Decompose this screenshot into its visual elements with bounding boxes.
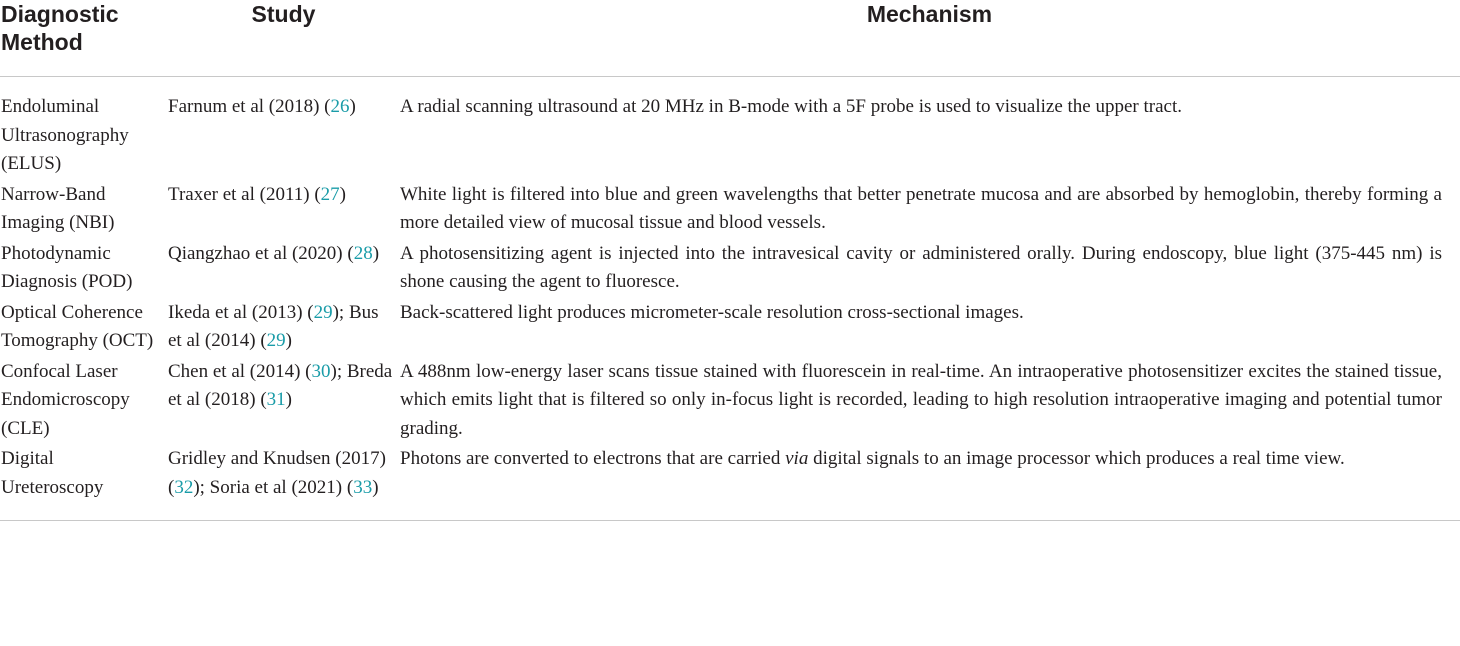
- header-study: Study: [168, 0, 399, 77]
- mechanism-text: A 488nm low-energy laser scans tissue stained with fluorescein in real-time. An intraoperative photosensitizer excites the stained tissue, which emits light that is filtered so only in-focus light is recorded, leading to high resolution intraoperative imaging and potential tumor grading.: [400, 360, 1442, 439]
- table-header: [0, 0, 1460, 77]
- cell-study: [168, 358, 399, 446]
- table-row: [0, 299, 1460, 358]
- reference-link[interactable]: 29: [313, 301, 333, 323]
- header-row: [0, 0, 1460, 77]
- cell-study: [168, 299, 399, 358]
- mechanism-text: Back-scattered light produces micrometer-scale resolution cross-sectional images.: [400, 301, 1024, 323]
- cell-diagnostic-method: Digital Ureteroscopy: [0, 445, 168, 521]
- mechanism-text: A radial scanning ultrasound at 20 MHz in B-mode with a 5F probe is used to visualize the upper tract.: [400, 96, 1182, 117]
- mechanism-text: Photons are converted to electrons that are carried: [400, 448, 786, 469]
- study-text: ): [372, 242, 380, 264]
- study-text: ): [285, 389, 292, 410]
- cell-diagnostic-method: Photodynamic Diagnosis (POD): [1, 242, 133, 292]
- study-text: Farnum et al (2018) (: [168, 96, 331, 117]
- study-text: Qiangzhao et al (2020) (: [168, 242, 354, 264]
- cell-mechanism: [399, 240, 1460, 299]
- study-text: ): [339, 183, 346, 205]
- study-text: ); Breda et al (2018) (: [168, 360, 393, 410]
- reference-link[interactable]: 29: [266, 330, 286, 351]
- cell-diagnostic-method: Endoluminal Ultrasonography (ELUS): [1, 96, 129, 174]
- cell-study: [168, 445, 399, 521]
- study-text: Ikeda et al (2013) (: [168, 301, 314, 323]
- reference-link[interactable]: 27: [320, 183, 340, 205]
- table-row: [0, 240, 1460, 299]
- study-text: Gridley and Knudsen (2017) (: [168, 448, 386, 498]
- reference-link[interactable]: 32: [174, 476, 194, 498]
- table-row: [0, 445, 1460, 521]
- reference-link[interactable]: 33: [353, 476, 373, 498]
- cell-diagnostic-method: Narrow-Band Imaging (NBI): [1, 183, 115, 233]
- study-text: Traxer et al (2011) (: [168, 183, 321, 205]
- cell-study: [168, 77, 399, 181]
- mechanism-text: digital signals to an image processor which produces a real time view.: [808, 448, 1345, 469]
- mechanism-text: White light is filtered into blue and green wavelengths that better penetrate mucosa and are absorbed by hemoglobin, thereby forming a more detailed view of mucosal tissue and blood vessels.: [400, 183, 1442, 233]
- reference-link[interactable]: 28: [353, 242, 373, 264]
- cell-study: [168, 181, 399, 240]
- table-row: [0, 181, 1460, 240]
- study-text: ); Soria et al (2021) (: [193, 476, 354, 498]
- table-row: [0, 77, 1460, 181]
- reference-link[interactable]: 31: [266, 389, 286, 410]
- cell-diagnostic-method: Confocal Laser Endomicroscopy (CLE): [1, 360, 130, 439]
- header-mechanism: Mechanism: [399, 0, 1460, 77]
- reference-link[interactable]: 30: [311, 360, 331, 382]
- cell-mechanism: [399, 181, 1460, 240]
- study-text: ): [372, 476, 379, 498]
- reference-link[interactable]: 26: [330, 96, 350, 117]
- cell-study: [168, 240, 399, 299]
- table-body: [0, 77, 1460, 521]
- cell-mechanism: [399, 445, 1460, 521]
- table-row: [0, 358, 1460, 446]
- cell-mechanism: [399, 358, 1460, 446]
- mechanism-text: A photosensitizing agent is injected into the intravesical cavity or administered orally. During endoscopy, blue light (375-445 nm) is shone causing the agent to fluoresce.: [400, 242, 1442, 292]
- mechanism-italic-text: via: [785, 448, 809, 469]
- cell-diagnostic-method: Optical Coherence Tomography (OCT): [1, 301, 154, 351]
- study-text: ): [349, 96, 356, 117]
- study-text: ): [285, 330, 292, 351]
- study-text: ); Bus et al (2014) (: [168, 301, 379, 351]
- header-diagnostic-method: Diagnostic Method: [0, 0, 168, 77]
- study-text: Chen et al (2014) (: [168, 360, 312, 382]
- cell-mechanism: [399, 299, 1460, 358]
- cell-mechanism: [399, 77, 1460, 181]
